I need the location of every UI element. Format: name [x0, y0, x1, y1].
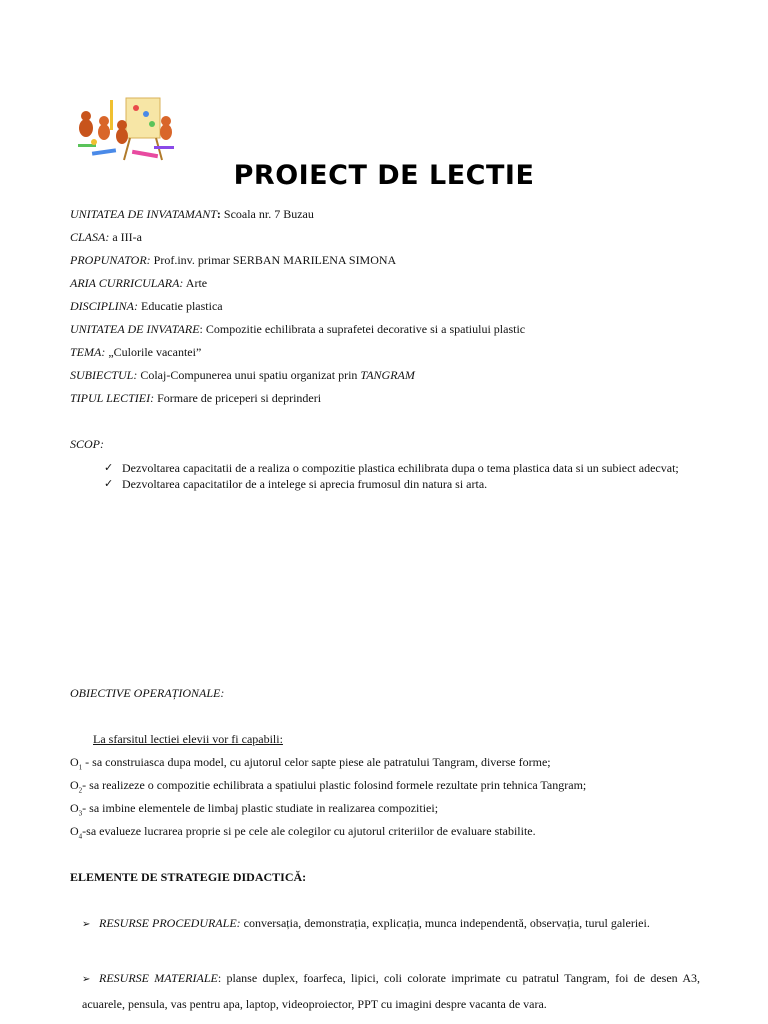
- resource-material: [82, 966, 700, 1016]
- field-label: TEMA:: [70, 345, 106, 359]
- field-aria-curriculara: [70, 276, 207, 290]
- resource-procedural: [82, 911, 700, 937]
- list-item: [104, 476, 679, 492]
- field-tema: [70, 345, 201, 359]
- field-value-emphasis: TANGRAM: [360, 368, 415, 382]
- objective-item: $O_4-sa$ evalueze lucrarea proprie si pe cele ale colegilor cu ajutorul criteriilor de evaluare stabilite.: [70, 824, 536, 841]
- field-unitatea-invatare: UNITATEA DE INVATARE: Compozitie echilibrata a suprafetei decorative si a spatiului plastic: [70, 322, 526, 336]
- arrow-bullet-icon: ➢: [82, 919, 91, 930]
- resource-label: RESURSE MATERIALE: [99, 971, 218, 985]
- field-label: SUBIECTUL:: [70, 368, 138, 382]
- objective-item: $O_2-$ sa realizeze o compozitie echilibrata a spatiului plastic folosind formele rezultate prin tehnica Tangram;: [70, 778, 587, 795]
- resource-text: conversația, demonstrația, explicația, munca independentă, observația, turul galeriei.: [240, 916, 650, 930]
- objective-item: $O_3-$ sa imbine elementele de limbaj plastic studiate in realizarea compozitiei;: [70, 801, 439, 818]
- scop-heading: SCOP:: [70, 437, 104, 451]
- field-value: Compozitie echilibrata a suprafetei decorative si a spatiului plastic: [205, 322, 526, 336]
- field-label: TIPUL LECTIEI:: [70, 391, 155, 405]
- field-value: Formare de priceperi si deprinderi: [157, 391, 322, 405]
- strategy-heading: ELEMENTE DE STRATEGIE DIDACTICĂ:: [70, 870, 307, 884]
- field-disciplina: [70, 299, 223, 313]
- field-value: Arte: [185, 276, 208, 290]
- field-label: CLASA:: [70, 230, 110, 244]
- field-subiectul: [70, 368, 415, 382]
- field-value: Colaj-Compunerea unui spatiu organizat prin: [140, 368, 358, 382]
- field-value: Prof.inv. primar SERBAN MARILENA SIMONA: [153, 253, 397, 267]
- field-value: Scoala nr. 7 Buzau: [223, 207, 314, 221]
- field-value: a III-a: [112, 230, 142, 244]
- objective-item: $O_1$ - sa construiasca dupa model, cu ajutorul celor sapte piese ale patratului Tangram, diverse forme;: [70, 755, 551, 772]
- scop-item-text: Dezvoltarea capacitatii de a realiza o compozitie plastica echilibrata dupa o tema plastica data si un subiect adecvat;: [122, 461, 679, 475]
- scop-item-text: Dezvoltarea capacitatilor de a intelege si aprecia frumosul din natura si arta.: [122, 477, 488, 491]
- resource-text: : planse duplex, foarfeca, lipici, coli colorate imprimate cu patratul Tangram, foi de desen A3, acuarele, pensula, vas pentru apa, laptop, videoproiector, PPT cu imagini despre vacanta de vara.: [82, 971, 700, 1011]
- check-icon: ✓: [104, 477, 114, 490]
- field-tipul-lectiei: [70, 391, 321, 405]
- field-value: Educatie plastica: [141, 299, 223, 313]
- arrow-bullet-icon: ➢: [82, 974, 91, 985]
- resource-label: RESURSE PROCEDURALE:: [99, 916, 241, 930]
- list-item: [104, 460, 679, 476]
- field-label: DISCIPLINA:: [70, 299, 138, 313]
- ants-painting-logo-image: [70, 92, 182, 164]
- field-propunator: [70, 253, 396, 267]
- objectives-heading: OBIECTIVE OPERAȚIONALE:: [70, 686, 225, 700]
- document-title: PROIECT DE LECTIE: [233, 160, 535, 191]
- field-clasa: [70, 230, 142, 244]
- field-label: UNITATEA DE INVATARE: [70, 322, 200, 336]
- field-label: ARIA CURRICULARA:: [70, 276, 184, 290]
- field-value: „Culorile vacantei”: [108, 345, 202, 359]
- field-unitatea-invatamant: [70, 207, 314, 221]
- field-label: UNITATEA DE INVATAMANT: [70, 207, 217, 221]
- check-icon: ✓: [104, 461, 114, 474]
- scop-list: [104, 460, 679, 492]
- field-separator: :: [216, 207, 224, 221]
- field-label: PROPUNATOR:: [70, 253, 151, 267]
- objectives-intro: La sfarsitul lectiei elevii vor fi capabili:: [93, 732, 283, 746]
